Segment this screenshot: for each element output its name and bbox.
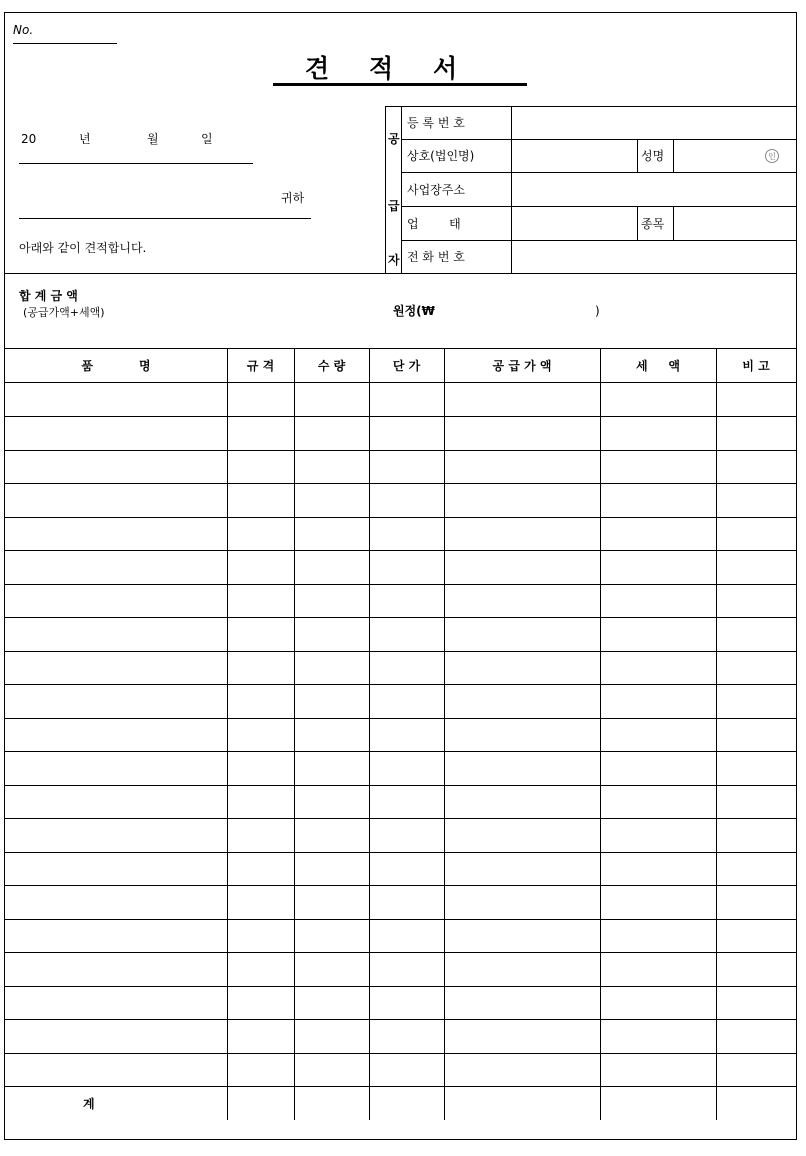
table-cell[interactable]: [294, 1087, 369, 1121]
table-cell[interactable]: [444, 1053, 600, 1087]
table-cell[interactable]: [444, 718, 600, 752]
table-cell[interactable]: [227, 953, 294, 987]
table-cell[interactable]: [5, 517, 227, 551]
table-cell[interactable]: [716, 651, 796, 685]
table-cell[interactable]: [369, 1053, 444, 1087]
table-row: [5, 986, 796, 1020]
table-cell[interactable]: [227, 919, 294, 953]
table-cell[interactable]: [600, 651, 716, 685]
table-row: [5, 819, 796, 853]
header-col-line-3: [369, 348, 370, 383]
col-supply-value: 공 급 가 액: [492, 358, 552, 373]
table-cell[interactable]: [294, 584, 369, 618]
supplier-side-divider: [401, 106, 402, 273]
table-cell[interactable]: [227, 718, 294, 752]
col-tax: 세 액: [635, 358, 681, 373]
table-cell[interactable]: [716, 953, 796, 987]
table-cell[interactable]: [227, 551, 294, 585]
business-address-label: 사업장주소: [407, 182, 465, 197]
table-cell[interactable]: [5, 651, 227, 685]
table-cell[interactable]: [369, 383, 444, 417]
item-label-right: [673, 206, 674, 240]
table-cell[interactable]: [600, 718, 716, 752]
table-cell[interactable]: [5, 886, 227, 920]
table-row: [5, 718, 796, 752]
table-cell[interactable]: [444, 584, 600, 618]
table-cell[interactable]: [227, 1087, 294, 1121]
table-cell[interactable]: [369, 1087, 444, 1121]
table-cell[interactable]: [369, 584, 444, 618]
table-cell[interactable]: [227, 685, 294, 719]
title-char-2: 적: [369, 54, 394, 83]
table-cell[interactable]: [600, 618, 716, 652]
table-cell[interactable]: [600, 953, 716, 987]
supplier-side-char-2: 급: [388, 199, 400, 213]
table-cell[interactable]: [716, 852, 796, 886]
header-col-line-1: [227, 348, 228, 383]
registration-number-label: 등 록 번 호: [407, 116, 465, 130]
table-cell[interactable]: [294, 919, 369, 953]
document-number-label: No.: [13, 23, 34, 37]
table-row: [5, 450, 796, 484]
table-cell[interactable]: [600, 517, 716, 551]
table-cell[interactable]: [294, 551, 369, 585]
table-cell[interactable]: [716, 618, 796, 652]
table-cell[interactable]: [600, 1053, 716, 1087]
table-cell[interactable]: [716, 986, 796, 1020]
table-row: [5, 484, 796, 518]
table-cell[interactable]: [716, 551, 796, 585]
recipient-suffix: 귀하: [281, 191, 305, 205]
table-cell[interactable]: [294, 886, 369, 920]
table-row: [5, 651, 796, 685]
table-cell[interactable]: [600, 383, 716, 417]
header-divider: [5, 273, 796, 274]
table-cell[interactable]: [716, 1020, 796, 1054]
table-cell[interactable]: [444, 1087, 600, 1121]
table-cell[interactable]: [5, 785, 227, 819]
table-cell[interactable]: [5, 1020, 227, 1054]
table-cell[interactable]: [716, 417, 796, 451]
title-char-3: 서: [433, 54, 458, 83]
table-cell[interactable]: [716, 886, 796, 920]
table-cell[interactable]: [294, 484, 369, 518]
header-col-line-2: [294, 348, 295, 383]
table-cell[interactable]: [227, 986, 294, 1020]
table-cell[interactable]: [600, 752, 716, 786]
table-cell[interactable]: [444, 551, 600, 585]
table-cell[interactable]: [369, 785, 444, 819]
table-cell[interactable]: [716, 450, 796, 484]
table-cell[interactable]: [227, 484, 294, 518]
table-row: [5, 584, 796, 618]
date-underline: [19, 163, 253, 164]
table-cell[interactable]: [444, 618, 600, 652]
table-cell[interactable]: [227, 1053, 294, 1087]
supplier-label-divider: [511, 106, 512, 273]
table-row: [5, 383, 796, 417]
table-cell[interactable]: [294, 718, 369, 752]
header-col-line-4: [444, 348, 445, 383]
table-cell[interactable]: [227, 752, 294, 786]
table-cell[interactable]: [600, 484, 716, 518]
table-cell[interactable]: [716, 919, 796, 953]
table-cell[interactable]: [369, 450, 444, 484]
table-cell[interactable]: [369, 551, 444, 585]
col-remarks: 비 고: [742, 358, 770, 373]
supplier-side-char-1: 공: [388, 132, 400, 146]
table-cell[interactable]: [294, 1020, 369, 1054]
table-cell[interactable]: [5, 752, 227, 786]
table-cell[interactable]: [600, 819, 716, 853]
table-cell[interactable]: [600, 852, 716, 886]
table-cell[interactable]: [444, 484, 600, 518]
total-amount-won-label: 원정(₩: [393, 304, 435, 318]
table-cell[interactable]: [294, 819, 369, 853]
document-number-line: [13, 43, 117, 44]
table-cell[interactable]: [294, 651, 369, 685]
recipient-underline: [19, 218, 311, 219]
table-row: [5, 517, 796, 551]
table-cell[interactable]: [227, 383, 294, 417]
table-cell[interactable]: [716, 718, 796, 752]
table-cell[interactable]: [600, 417, 716, 451]
table-row: [5, 953, 796, 987]
table-cell[interactable]: [444, 383, 600, 417]
table-cell[interactable]: [600, 584, 716, 618]
table-cell[interactable]: [227, 618, 294, 652]
table-cell[interactable]: [444, 417, 600, 451]
table-cell[interactable]: [716, 685, 796, 719]
supplier-side-char-3: 자: [388, 253, 400, 267]
table-cell[interactable]: [444, 919, 600, 953]
table-cell[interactable]: [716, 785, 796, 819]
table-row: [5, 417, 796, 451]
total-row: [5, 1087, 796, 1121]
table-cell[interactable]: [5, 417, 227, 451]
table-cell[interactable]: [444, 517, 600, 551]
col-item-name: 품 명: [81, 358, 151, 373]
col-unit-price: 단 가: [392, 358, 421, 373]
table-cell[interactable]: [444, 852, 600, 886]
table-row: [5, 852, 796, 886]
table-cell[interactable]: [369, 517, 444, 551]
table-cell[interactable]: [369, 752, 444, 786]
table-cell[interactable]: [5, 953, 227, 987]
table-cell[interactable]: [294, 852, 369, 886]
total-row-label: 계: [5, 1087, 227, 1121]
name-label-right: [673, 139, 674, 172]
item-label-left: [637, 206, 638, 240]
table-cell[interactable]: [444, 986, 600, 1020]
total-amount-close: ): [595, 304, 600, 318]
table-cell[interactable]: [716, 752, 796, 786]
table-cell[interactable]: [716, 584, 796, 618]
table-row: [5, 886, 796, 920]
table-cell[interactable]: [227, 584, 294, 618]
table-cell[interactable]: [369, 417, 444, 451]
table-cell[interactable]: [369, 919, 444, 953]
table-cell[interactable]: [5, 685, 227, 719]
date-year-label: 년: [79, 132, 91, 146]
table-cell[interactable]: [294, 685, 369, 719]
table-cell[interactable]: [444, 450, 600, 484]
table-cell[interactable]: [294, 1053, 369, 1087]
title-underline: [273, 83, 527, 86]
table-cell[interactable]: [294, 986, 369, 1020]
table-cell[interactable]: [600, 551, 716, 585]
seal-icon: 인: [765, 149, 779, 163]
table-cell[interactable]: [5, 551, 227, 585]
table-cell[interactable]: [227, 517, 294, 551]
table-cell[interactable]: [600, 450, 716, 484]
col-spec: 규 격: [246, 358, 275, 373]
name-label-left: [637, 139, 638, 172]
table-cell[interactable]: [294, 953, 369, 987]
estimate-statement: 아래와 같이 견적합니다.: [19, 241, 147, 255]
table-cell[interactable]: [5, 1053, 227, 1087]
table-cell[interactable]: [5, 919, 227, 953]
table-cell[interactable]: [369, 986, 444, 1020]
header-col-line-5: [600, 348, 601, 383]
table-cell[interactable]: [716, 484, 796, 518]
table-cell[interactable]: [5, 718, 227, 752]
table-cell[interactable]: [227, 651, 294, 685]
table-row: [5, 1053, 796, 1087]
table-cell[interactable]: [227, 819, 294, 853]
header-col-line-6: [716, 348, 717, 383]
table-cell[interactable]: [600, 986, 716, 1020]
table-cell[interactable]: [5, 383, 227, 417]
table-cell[interactable]: [369, 819, 444, 853]
representative-name-label: 성명: [641, 149, 665, 163]
company-name-label: 상호(법인명): [407, 149, 475, 163]
items-table: [5, 383, 796, 1120]
date-year-prefix: 20: [21, 132, 37, 146]
date-month-label: 월: [147, 132, 159, 146]
business-type-label: 업 태: [407, 216, 461, 231]
table-cell[interactable]: [294, 752, 369, 786]
table-cell[interactable]: [444, 953, 600, 987]
table-cell[interactable]: [716, 819, 796, 853]
table-row: [5, 618, 796, 652]
table-cell[interactable]: [600, 886, 716, 920]
business-item-label: 종목: [641, 216, 665, 231]
table-cell[interactable]: [600, 1020, 716, 1054]
table-cell[interactable]: [227, 852, 294, 886]
table-row: [5, 785, 796, 819]
table-cell[interactable]: [227, 1020, 294, 1054]
table-cell[interactable]: [369, 852, 444, 886]
table-row: [5, 919, 796, 953]
table-row: [5, 1020, 796, 1054]
table-cell[interactable]: [5, 986, 227, 1020]
total-amount-sublabel: (공급가액+세액): [23, 306, 105, 319]
table-cell[interactable]: [444, 685, 600, 719]
date-day-label: 일: [201, 132, 213, 146]
table-cell[interactable]: [227, 417, 294, 451]
table-cell[interactable]: [294, 450, 369, 484]
table-cell[interactable]: [716, 517, 796, 551]
table-cell[interactable]: [444, 819, 600, 853]
table-cell[interactable]: [716, 1087, 796, 1121]
table-cell[interactable]: [5, 852, 227, 886]
table-cell[interactable]: [369, 1020, 444, 1054]
table-cell[interactable]: [444, 752, 600, 786]
table-row: [5, 551, 796, 585]
supplier-box-left: [385, 106, 386, 273]
table-cell[interactable]: [600, 785, 716, 819]
table-cell[interactable]: [716, 1053, 796, 1087]
table-cell[interactable]: [5, 618, 227, 652]
table-cell[interactable]: [600, 685, 716, 719]
table-cell[interactable]: [294, 417, 369, 451]
table-cell[interactable]: [5, 819, 227, 853]
table-cell[interactable]: [369, 618, 444, 652]
table-cell[interactable]: [369, 484, 444, 518]
table-cell[interactable]: [600, 1087, 716, 1121]
title-char-1: 견: [305, 54, 330, 83]
table-cell[interactable]: [227, 450, 294, 484]
table-cell[interactable]: [5, 584, 227, 618]
table-cell[interactable]: [294, 517, 369, 551]
table-cell[interactable]: [369, 685, 444, 719]
phone-number-label: 전 화 번 호: [407, 250, 465, 264]
table-row: [5, 752, 796, 786]
table-cell[interactable]: [600, 919, 716, 953]
col-quantity: 수 량: [317, 358, 346, 373]
table-cell[interactable]: [5, 450, 227, 484]
table-cell[interactable]: [369, 718, 444, 752]
table-cell[interactable]: [294, 785, 369, 819]
table-cell[interactable]: [369, 886, 444, 920]
table-cell[interactable]: [227, 886, 294, 920]
total-amount-label: 합 계 금 액: [19, 289, 78, 303]
table-row: [5, 685, 796, 719]
quotation-form: [4, 12, 797, 1140]
table-cell[interactable]: [444, 1020, 600, 1054]
table-cell[interactable]: [294, 618, 369, 652]
table-cell[interactable]: [716, 383, 796, 417]
table-cell[interactable]: [444, 886, 600, 920]
table-cell[interactable]: [369, 651, 444, 685]
table-cell[interactable]: [369, 953, 444, 987]
table-cell[interactable]: [227, 785, 294, 819]
table-cell[interactable]: [5, 484, 227, 518]
table-cell[interactable]: [294, 383, 369, 417]
table-cell[interactable]: [444, 785, 600, 819]
table-cell[interactable]: [444, 651, 600, 685]
